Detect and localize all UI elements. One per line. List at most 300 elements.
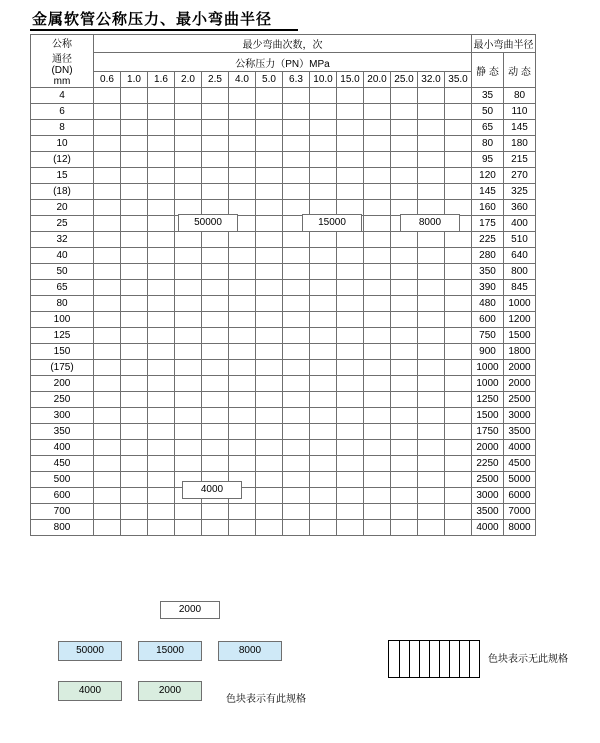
dn-value: 80	[31, 296, 94, 312]
spec-cell	[391, 168, 418, 184]
spec-cell	[337, 312, 364, 328]
spec-cell	[121, 504, 148, 520]
spec-cell	[445, 472, 472, 488]
spec-cell	[94, 216, 121, 232]
spec-cell	[256, 232, 283, 248]
spec-cell	[229, 104, 256, 120]
dn-header-cell	[31, 35, 94, 88]
spec-cell	[121, 296, 148, 312]
spec-cell	[175, 376, 202, 392]
static-radius-value: 350	[472, 264, 504, 280]
spec-cell	[175, 456, 202, 472]
spec-cell	[337, 120, 364, 136]
spec-cell	[202, 184, 229, 200]
static-radius-value: 1500	[472, 408, 504, 424]
spec-cell	[364, 152, 391, 168]
spec-cell	[310, 312, 337, 328]
spec-cell	[202, 504, 229, 520]
dynamic-radius-value: 3500	[504, 424, 536, 440]
spec-cell	[310, 344, 337, 360]
spec-cell	[310, 296, 337, 312]
spec-cell	[283, 456, 310, 472]
dynamic-radius-value: 80	[504, 88, 536, 104]
static-radius-value: 1000	[472, 376, 504, 392]
spec-cell	[445, 232, 472, 248]
table-row	[31, 520, 536, 536]
static-radius-value: 3500	[472, 504, 504, 520]
bend-count-header: 最少弯曲次数，次	[94, 35, 472, 53]
dynamic-radius-value: 7000	[504, 504, 536, 520]
dn-value: 300	[31, 408, 94, 424]
spec-cell	[337, 456, 364, 472]
spec-cell	[229, 248, 256, 264]
spec-cell	[391, 88, 418, 104]
spec-cell	[283, 248, 310, 264]
spec-cell	[364, 104, 391, 120]
spec-cell	[283, 312, 310, 328]
spec-cell	[121, 232, 148, 248]
spec-cell	[121, 472, 148, 488]
spec-cell	[337, 232, 364, 248]
static-radius-value: 900	[472, 344, 504, 360]
dynamic-radius-value: 400	[504, 216, 536, 232]
spec-cell	[256, 456, 283, 472]
spec-cell	[337, 376, 364, 392]
spec-cell	[310, 456, 337, 472]
spec-cell	[148, 472, 175, 488]
spec-cell	[229, 392, 256, 408]
spec-cell	[256, 440, 283, 456]
spec-cell	[121, 392, 148, 408]
spec-cell	[418, 392, 445, 408]
spec-cell	[364, 488, 391, 504]
spec-cell	[148, 488, 175, 504]
legend-swatch-15000	[138, 640, 202, 661]
spec-cell	[445, 296, 472, 312]
spec-cell	[337, 520, 364, 536]
spec-cell	[391, 136, 418, 152]
spec-cell	[310, 280, 337, 296]
spec-cell	[121, 488, 148, 504]
spec-cell	[148, 376, 175, 392]
table-row	[31, 408, 536, 424]
spec-cell	[229, 440, 256, 456]
header-row-1	[31, 35, 536, 53]
spec-cell	[256, 312, 283, 328]
spec-cell	[229, 312, 256, 328]
spec-cell	[364, 520, 391, 536]
static-radius-value: 280	[472, 248, 504, 264]
spec-cell	[391, 360, 418, 376]
spec-cell	[175, 168, 202, 184]
dynamic-radius-value: 2000	[504, 376, 536, 392]
spec-cell	[175, 424, 202, 440]
spec-cell	[418, 296, 445, 312]
dn-value: 125	[31, 328, 94, 344]
spec-cell	[202, 296, 229, 312]
spec-cell	[445, 104, 472, 120]
spec-cell	[337, 328, 364, 344]
spec-cell	[148, 216, 175, 232]
spec-cell	[337, 104, 364, 120]
spec-cell	[364, 408, 391, 424]
table-row	[31, 248, 536, 264]
legend-row-2	[30, 666, 570, 705]
spec-cell	[202, 232, 229, 248]
spec-cell	[391, 328, 418, 344]
pressure-col-header: 10.0	[310, 72, 337, 88]
spec-table-container	[30, 34, 536, 615]
spec-cell	[202, 280, 229, 296]
spec-cell	[391, 280, 418, 296]
spec-cell	[94, 488, 121, 504]
spec-cell	[364, 456, 391, 472]
spec-cell	[229, 376, 256, 392]
spec-cell	[175, 232, 202, 248]
spec-cell	[445, 136, 472, 152]
dynamic-radius-value: 360	[504, 200, 536, 216]
legend-label-4000: 4000	[58, 681, 122, 701]
table-row	[31, 360, 536, 376]
spec-cell	[391, 376, 418, 392]
spec-cell	[121, 136, 148, 152]
spec-cell	[148, 120, 175, 136]
table-row	[31, 168, 536, 184]
spec-cell	[121, 104, 148, 120]
spec-table	[30, 34, 536, 536]
spec-cell	[229, 520, 256, 536]
spec-cell	[364, 424, 391, 440]
dynamic-radius-value: 145	[504, 120, 536, 136]
spec-cell	[418, 472, 445, 488]
spec-cell	[391, 264, 418, 280]
title-underline	[30, 29, 298, 31]
spec-cell	[121, 88, 148, 104]
spec-cell	[310, 184, 337, 200]
spec-cell	[175, 440, 202, 456]
spec-cell	[364, 504, 391, 520]
spec-cell	[283, 472, 310, 488]
spec-cell	[229, 504, 256, 520]
static-radius-value: 1250	[472, 392, 504, 408]
spec-cell	[94, 408, 121, 424]
table-row	[31, 312, 536, 328]
spec-cell	[256, 488, 283, 504]
pressure-col-header: 32.0	[418, 72, 445, 88]
spec-cell	[310, 152, 337, 168]
spec-cell	[337, 248, 364, 264]
spec-cell	[121, 520, 148, 536]
has-spec-text: 色块表示有此规格	[226, 694, 306, 705]
spec-cell	[229, 152, 256, 168]
spec-cell	[364, 312, 391, 328]
spec-cell	[202, 408, 229, 424]
spec-cell	[364, 280, 391, 296]
spec-cell	[418, 232, 445, 248]
static-radius-value: 145	[472, 184, 504, 200]
spec-cell	[445, 120, 472, 136]
spec-cell	[364, 264, 391, 280]
spec-cell	[283, 440, 310, 456]
spec-cell	[94, 120, 121, 136]
page-title: 金属软管公称压力、最小弯曲半径	[32, 10, 273, 28]
spec-cell	[175, 184, 202, 200]
spec-cell	[94, 328, 121, 344]
spec-cell	[256, 504, 283, 520]
no-spec-text: 色块表示无此规格	[488, 654, 568, 665]
cycle-count-tag: 50000	[178, 214, 238, 232]
spec-cell	[256, 360, 283, 376]
spec-cell	[229, 344, 256, 360]
cycle-count-tag: 4000	[182, 481, 242, 499]
dn-value: 20	[31, 200, 94, 216]
spec-cell	[94, 312, 121, 328]
table-row	[31, 296, 536, 312]
spec-cell	[94, 88, 121, 104]
dn-value: 6	[31, 104, 94, 120]
legend-swatch-4000	[58, 680, 122, 701]
spec-cell	[94, 504, 121, 520]
spec-cell	[445, 376, 472, 392]
dn-value: 350	[31, 424, 94, 440]
spec-cell	[256, 248, 283, 264]
spec-cell	[175, 328, 202, 344]
dn-value: 50	[31, 264, 94, 280]
spec-cell	[121, 328, 148, 344]
spec-cell	[418, 408, 445, 424]
spec-cell	[337, 152, 364, 168]
dn-value: 150	[31, 344, 94, 360]
spec-cell	[175, 360, 202, 376]
header-row-3	[31, 72, 536, 88]
spec-cell	[310, 104, 337, 120]
dynamic-radius-value: 4500	[504, 456, 536, 472]
spec-cell	[175, 280, 202, 296]
spec-cell	[418, 488, 445, 504]
spec-cell	[310, 88, 337, 104]
spec-cell	[148, 344, 175, 360]
static-radius-value: 120	[472, 168, 504, 184]
static-radius-value: 175	[472, 216, 504, 232]
spec-cell	[94, 296, 121, 312]
spec-cell	[364, 360, 391, 376]
spec-cell	[418, 504, 445, 520]
spec-cell	[175, 88, 202, 104]
spec-cell	[310, 520, 337, 536]
table-row	[31, 152, 536, 168]
dynamic-radius-value: 845	[504, 280, 536, 296]
spec-cell	[121, 408, 148, 424]
spec-cell	[256, 296, 283, 312]
spec-cell	[283, 88, 310, 104]
spec-cell	[256, 152, 283, 168]
spec-cell	[148, 280, 175, 296]
spec-cell	[148, 520, 175, 536]
table-body	[31, 88, 536, 536]
spec-cell	[229, 232, 256, 248]
table-row	[31, 344, 536, 360]
spec-cell	[121, 152, 148, 168]
spec-cell	[364, 120, 391, 136]
spec-cell	[364, 200, 391, 216]
spec-cell	[94, 456, 121, 472]
spec-cell	[121, 168, 148, 184]
spec-cell	[229, 280, 256, 296]
spec-cell	[175, 120, 202, 136]
spec-cell	[121, 456, 148, 472]
spec-cell	[175, 264, 202, 280]
dn-value: 200	[31, 376, 94, 392]
spec-cell	[229, 456, 256, 472]
spec-cell	[256, 88, 283, 104]
spec-cell	[310, 408, 337, 424]
spec-cell	[283, 232, 310, 248]
spec-cell	[310, 232, 337, 248]
spec-cell	[310, 120, 337, 136]
spec-cell	[418, 152, 445, 168]
spec-cell	[175, 248, 202, 264]
static-radius-value: 2250	[472, 456, 504, 472]
dynamic-radius-value: 4000	[504, 440, 536, 456]
spec-cell	[202, 88, 229, 104]
spec-cell	[175, 408, 202, 424]
spec-cell	[391, 152, 418, 168]
spec-cell	[418, 312, 445, 328]
static-radius-value: 80	[472, 136, 504, 152]
spec-cell	[418, 424, 445, 440]
dn-value: 25	[31, 216, 94, 232]
spec-cell	[445, 248, 472, 264]
spec-cell	[148, 328, 175, 344]
spec-cell	[445, 168, 472, 184]
spec-cell	[121, 248, 148, 264]
spec-cell	[148, 104, 175, 120]
pressure-col-header: 1.6	[148, 72, 175, 88]
table-row	[31, 104, 536, 120]
spec-cell	[391, 456, 418, 472]
dn-header-line-4: mm	[53, 76, 71, 87]
spec-cell	[256, 200, 283, 216]
spec-cell	[148, 136, 175, 152]
spec-cell	[391, 232, 418, 248]
spec-cell	[337, 504, 364, 520]
spec-cell	[94, 440, 121, 456]
static-radius-value: 4000	[472, 520, 504, 536]
spec-cell	[229, 184, 256, 200]
dn-value: 400	[31, 440, 94, 456]
dn-value: 32	[31, 232, 94, 248]
static-header: 静 态	[472, 53, 504, 88]
spec-cell	[418, 184, 445, 200]
spec-cell	[418, 280, 445, 296]
spec-cell	[202, 104, 229, 120]
legend-label-50000: 50000	[58, 641, 122, 661]
pressure-col-header: 15.0	[337, 72, 364, 88]
spec-cell	[364, 392, 391, 408]
static-radius-value: 65	[472, 120, 504, 136]
spec-cell	[364, 184, 391, 200]
spec-cell	[337, 136, 364, 152]
spec-cell	[283, 280, 310, 296]
spec-cell	[121, 216, 148, 232]
spec-cell	[391, 104, 418, 120]
spec-cell	[337, 88, 364, 104]
spec-cell	[283, 488, 310, 504]
spec-cell	[337, 280, 364, 296]
spec-cell	[256, 104, 283, 120]
spec-cell	[94, 376, 121, 392]
spec-cell	[229, 120, 256, 136]
static-radius-value: 2000	[472, 440, 504, 456]
dn-value: (175)	[31, 360, 94, 376]
spec-cell	[148, 248, 175, 264]
table-row	[31, 88, 536, 104]
spec-cell	[310, 376, 337, 392]
spec-cell	[175, 312, 202, 328]
dn-header-line-3: (DN)	[51, 65, 73, 76]
spec-cell	[445, 520, 472, 536]
static-radius-value: 1750	[472, 424, 504, 440]
spec-cell	[256, 120, 283, 136]
dn-value: 700	[31, 504, 94, 520]
legend	[30, 636, 570, 705]
spec-cell	[391, 472, 418, 488]
spec-cell	[202, 456, 229, 472]
spec-cell	[310, 264, 337, 280]
spec-cell	[391, 424, 418, 440]
dynamic-radius-value: 800	[504, 264, 536, 280]
dynamic-radius-value: 2500	[504, 392, 536, 408]
spec-cell	[364, 296, 391, 312]
pressure-col-header: 25.0	[391, 72, 418, 88]
spec-cell	[94, 424, 121, 440]
spec-cell	[256, 376, 283, 392]
spec-cell	[94, 136, 121, 152]
spec-cell	[337, 488, 364, 504]
spec-cell	[283, 408, 310, 424]
table-row	[31, 472, 536, 488]
table-row	[31, 120, 536, 136]
table-header	[31, 35, 536, 88]
legend-swatch-8000	[218, 640, 282, 661]
spec-cell	[283, 328, 310, 344]
spec-cell	[364, 344, 391, 360]
static-radius-value: 95	[472, 152, 504, 168]
dn-value: 500	[31, 472, 94, 488]
spec-cell	[202, 264, 229, 280]
spec-cell	[418, 168, 445, 184]
pressure-col-header: 2.5	[202, 72, 229, 88]
spec-cell	[283, 184, 310, 200]
spec-cell	[94, 520, 121, 536]
dynamic-radius-value: 325	[504, 184, 536, 200]
spec-cell	[337, 424, 364, 440]
spec-cell	[202, 120, 229, 136]
spec-cell	[364, 232, 391, 248]
spec-cell	[418, 88, 445, 104]
static-radius-value: 600	[472, 312, 504, 328]
spec-cell	[229, 328, 256, 344]
spec-cell	[94, 168, 121, 184]
spec-cell	[445, 280, 472, 296]
static-radius-value: 35	[472, 88, 504, 104]
table-row	[31, 392, 536, 408]
spec-cell	[418, 360, 445, 376]
table-row	[31, 504, 536, 520]
legend-swatch-2000	[138, 680, 202, 701]
spec-cell	[229, 168, 256, 184]
spec-cell	[229, 296, 256, 312]
